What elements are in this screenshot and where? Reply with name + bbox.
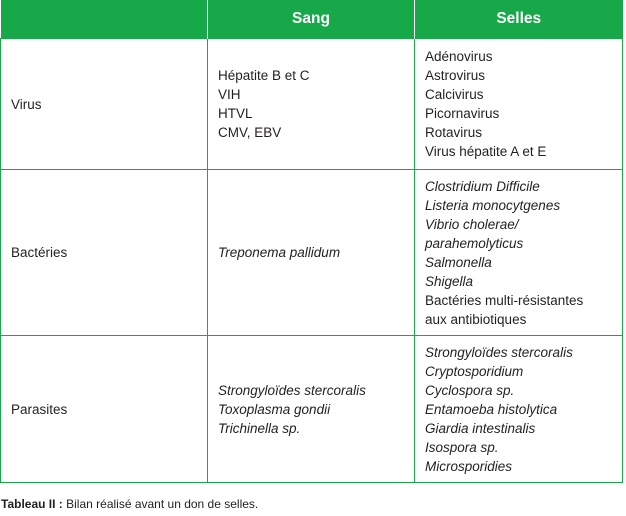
cell-line: Strongyloïdes stercoralis — [218, 382, 366, 398]
cell-line: Adénovirus — [425, 49, 493, 64]
cell-line: Strongyloïdes stercoralis — [425, 344, 573, 360]
cell-line: Listeria monocytgenes — [425, 197, 561, 213]
table-caption — [1, 497, 258, 511]
cell-line: Clostridium Difficile — [425, 178, 540, 194]
cell-line: parahemolyticus — [425, 235, 524, 251]
cell-sang — [208, 170, 415, 336]
cell-line: Calcivirus — [425, 87, 484, 102]
row-label-bacteries: Bactéries — [1, 170, 208, 336]
cell-line: Giardia intestinalis — [425, 420, 536, 436]
table-row — [1, 336, 623, 483]
cell-line: Picornavirus — [425, 106, 500, 121]
header-selles: Selles — [415, 0, 623, 39]
cell-line: Entamoeba histolytica — [425, 401, 558, 417]
cell-line: aux antibiotiques — [425, 311, 527, 327]
cell-line: Isospora sp. — [425, 439, 499, 455]
cell-line: Bactéries multi-résistantes — [425, 292, 584, 308]
cell-line: Cryptosporidium — [425, 363, 524, 379]
table-row — [1, 170, 623, 336]
cell-sang — [208, 39, 415, 170]
cell-line: VIH — [218, 87, 241, 102]
cell-line: Shigella — [425, 273, 474, 289]
cell-line: Virus hépatite A et E — [425, 144, 547, 159]
header-sang: Sang — [208, 0, 415, 39]
cell-selles — [415, 39, 623, 170]
cell-line: HTVL — [218, 106, 253, 121]
header-row — [1, 0, 623, 39]
cell-line: Cyclospora sp. — [425, 382, 515, 398]
cell-line: Treponema pallidum — [218, 245, 341, 260]
cell-line: CMV, EBV — [218, 125, 282, 140]
row-label-parasites: Parasites — [1, 336, 208, 483]
cell-line: Astrovirus — [425, 68, 486, 83]
row-label-virus: Virus — [1, 39, 208, 170]
cell-line: Trichinella sp. — [218, 420, 301, 436]
cell-line: Hépatite B et C — [218, 68, 310, 83]
table-row — [1, 39, 623, 170]
cell-line: Rotavirus — [425, 125, 483, 140]
cell-line: Toxoplasma gondii — [218, 401, 331, 417]
cell-selles — [415, 170, 623, 336]
cell-sang — [208, 336, 415, 483]
cell-line: Salmonella — [425, 254, 492, 270]
cell-line: Vibrio cholerae/ — [425, 216, 519, 232]
header-empty — [1, 0, 208, 39]
caption-text: Bilan réalisé avant un don de selles. — [62, 497, 259, 511]
cell-selles — [415, 336, 623, 483]
cell-line: Microsporidies — [425, 458, 513, 474]
caption-label: Tableau II : — [1, 497, 63, 511]
